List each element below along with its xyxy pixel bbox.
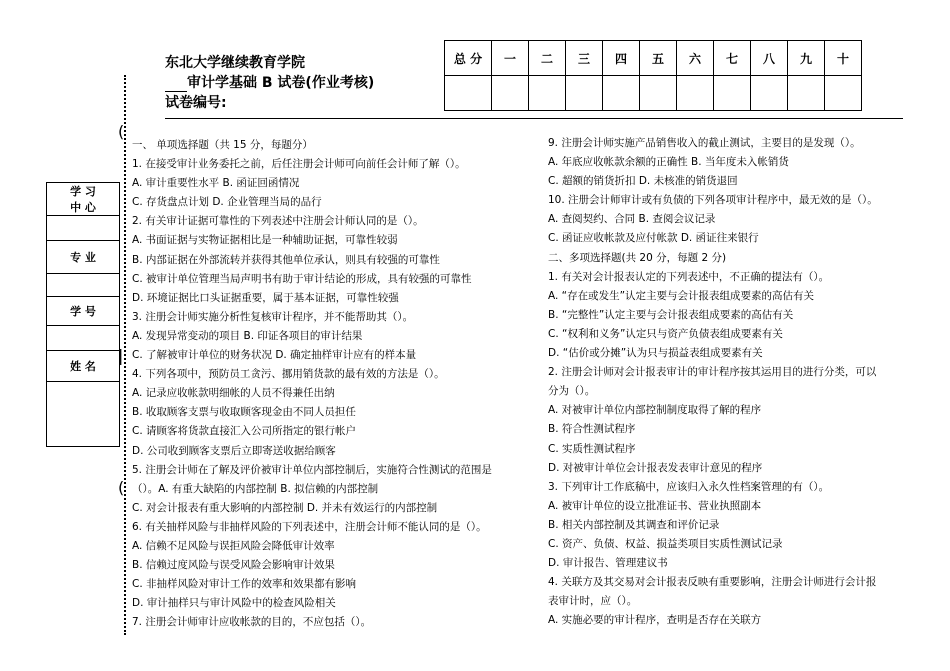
question-line: B. 相关内部控制及其调查和评价记录 [548, 518, 720, 531]
score-label-6: 六 [677, 41, 714, 76]
question-line: A. 实施必要的审计程序，查明是否存在关联方 [548, 614, 762, 627]
score-cell[interactable] [825, 76, 862, 111]
question-line: A. 记录应收帐款明细帐的人员不得兼任出纳 [132, 387, 335, 400]
question-line: C. “权利和义务”认定只与资产负债表组成要素有关 [548, 327, 783, 340]
question-line: C. 对会计报表有重大影响的内部控制 D. 并未有效运行的内部控制 [132, 501, 438, 514]
question-line: 7. 注册会计师审计应收帐款的目的，不应包括（）。 [132, 616, 372, 629]
question-line: C. 函证应收帐款及应付帐款 D. 函证往来银行 [548, 232, 759, 245]
school-name: 东北大学继续教育学院 [165, 55, 305, 71]
question-line: 4. 关联方及其交易对会计报表反映有重要影响，注册会计师进行会计报 [548, 576, 877, 589]
score-cell[interactable] [492, 76, 529, 111]
score-label-3: 三 [566, 41, 603, 76]
question-line: 6. 有关抽样风险与非抽样风险的下列表述中，注册会计师不能认同的是（）。 [132, 520, 487, 533]
question-line: 3. 注册会计师实施分析性复核审计程序，并不能帮助其（）。 [132, 310, 414, 323]
score-label-7: 七 [714, 41, 751, 76]
question-line: C. 了解被审计单位的财务状况 D. 确定抽样审计应有的样本量 [132, 349, 417, 362]
score-cell[interactable] [566, 76, 603, 111]
score-label-5: 五 [640, 41, 677, 76]
score-cell[interactable] [529, 76, 566, 111]
question-line: 9. 注册会计师实施产品销售收入的截止测试，主要目的是发现（）。 [548, 137, 861, 149]
major-label: 专 业 [47, 241, 119, 274]
question-line: B. 信赖过度风险与误受风险会影响审计效果 [132, 559, 335, 572]
name-label: 姓 名 [47, 351, 119, 382]
question-line: B. 内部证据在外部流转并获得其他单位承认，则具有较强的可靠性 [132, 253, 440, 266]
blank-cell[interactable] [47, 274, 119, 297]
question-line: B. 符合性测试程序 [548, 423, 636, 436]
question-line: 1. 有关对会计报表认定的下列表述中，不正确的提法有（）。 [548, 270, 830, 283]
blank-cell[interactable] [47, 326, 119, 351]
question-line: C. 被审计单位管理当局声明书有助于审计结论的形成，具有较强的可靠性 [132, 272, 472, 285]
binding-dotted-line [124, 75, 126, 635]
question-line: C. 资产、负债、权益、损益类项目实质性测试记录 [548, 537, 783, 550]
question-line: B. 收取顾客支票与收取顾客现金由不同人员担任 [132, 406, 356, 419]
question-line: D. “估价或分摊”认为只与损益表组成要素有关 [548, 347, 763, 360]
question-line: 5. 注册会计师在了解及评价被审计单位内部控制后，实施符合性测试的范围是 [132, 463, 492, 476]
question-line: C. 实质性测试程序 [548, 442, 636, 455]
question-line: 4. 下列各项中，预防员工贪污、挪用销货款的最有效的方法是（）。 [132, 368, 445, 381]
question-line: 2. 注册会计师对会计报表审计的审计程序按其运用目的进行分类，可以 [548, 366, 877, 379]
question-line: A. 审计重要性水平 B. 函证回函情况 [132, 177, 300, 190]
question-line: A. 对被审计单位内部控制制度取得了解的程序 [548, 404, 762, 417]
question-line: 1. 在接受审计业务委托之前，后任注册会计师可向前任会计师了解（）。 [132, 158, 466, 171]
score-label-1: 一 [492, 41, 529, 76]
score-cell[interactable] [640, 76, 677, 111]
question-line: 分为（）。 [548, 385, 596, 398]
right-column [548, 134, 878, 630]
course-title: 审计学基础 B 试卷(作业考核) [165, 72, 374, 92]
question-line: D. 公司收到顾客支票后立即寄送收据给顾客 [132, 444, 336, 457]
question-line: 二、多项选择题(共 20 分，每题 2 分) [548, 251, 727, 264]
score-label-9: 九 [788, 41, 825, 76]
blank-cell[interactable] [47, 216, 119, 241]
score-table [444, 40, 862, 111]
score-cell[interactable] [603, 76, 640, 111]
paper-number-label: 试卷编号: [165, 95, 227, 111]
question-line: A. 查阅契约、合同 B. 查阅会议记录 [548, 213, 716, 226]
binding-mark: ( [118, 478, 125, 497]
question-line: C. 超额的销货折扣 D. 未核准的销货退回 [548, 175, 738, 188]
score-cell[interactable] [788, 76, 825, 111]
score-cell[interactable] [751, 76, 788, 111]
question-line: 表审计时，应（）。 [548, 595, 638, 608]
question-line: D. 审计报告、管理建议书 [548, 557, 668, 570]
question-line: D. 审计抽样只与审计风险中的检查风险相关 [132, 597, 336, 610]
score-cell[interactable] [714, 76, 751, 111]
question-line: 2. 有关审计证据可靠性的下列表述中注册会计师认同的是（）。 [132, 215, 424, 228]
student-id-label: 学 号 [47, 297, 119, 326]
question-line: A. 年底应收帐款余额的正确性 B. 当年度未入帐销货 [548, 156, 789, 169]
question-line: A. “存在或发生”认定主要与会计报表组成要素的高估有关 [548, 289, 815, 302]
question-line: A. 发现异常变动的项目 B. 印证各项目的审计结果 [132, 329, 363, 342]
question-line: A. 信赖不足风险与误拒风险会降低审计效率 [132, 539, 335, 552]
question-line: C. 存货盘点计划 D. 企业管理当局的品行 [132, 196, 322, 209]
blank-cell[interactable] [47, 382, 119, 446]
score-label-total: 总 分 [445, 41, 492, 76]
binding-mark: ( [118, 122, 125, 141]
question-line: （）。A. 有重大缺陷的内部控制 B. 拟信赖的内部控制 [132, 482, 379, 495]
score-cell[interactable] [445, 76, 492, 111]
question-line: B. “完整性”认定主要与会计报表组成要素的高估有关 [548, 308, 794, 321]
underline [165, 79, 187, 92]
header-rule [165, 118, 903, 119]
question-line: A. 被审计单位的设立批准证书、营业执照副本 [548, 499, 762, 512]
question-line: C. 请顾客将货款直接汇入公司所指定的银行帐户 [132, 425, 357, 438]
left-column [132, 136, 492, 632]
binding-mark: | [118, 346, 124, 365]
score-label-2: 二 [529, 41, 566, 76]
question-line: D. 对被审计单位会计报表发表审计意见的程序 [548, 461, 763, 474]
question-line: C. 非抽样风险对审计工作的效率和效果都有影响 [132, 578, 357, 591]
score-cell[interactable] [677, 76, 714, 111]
score-label-10: 十 [825, 41, 862, 76]
study-center-label: 学 习 中 心 [47, 183, 119, 216]
question-line: D. 环境证据比口头证据重要，属于基本证据，可靠性较强 [132, 291, 399, 304]
question-line: 10. 注册会计师审计或有负债的下列各项审计程序中，最无效的是（）。 [548, 194, 878, 207]
question-line: 3. 下列审计工作底稿中，应该归入永久性档案管理的有（）。 [548, 480, 830, 493]
score-label-8: 八 [751, 41, 788, 76]
question-line: A. 书面证据与实物证据相比是一种辅助证据，可靠性较弱 [132, 234, 398, 247]
question-line: 一、 单项选择题（共 15 分，每题分） [132, 139, 313, 151]
score-label-4: 四 [603, 41, 640, 76]
student-info-table [46, 182, 120, 447]
